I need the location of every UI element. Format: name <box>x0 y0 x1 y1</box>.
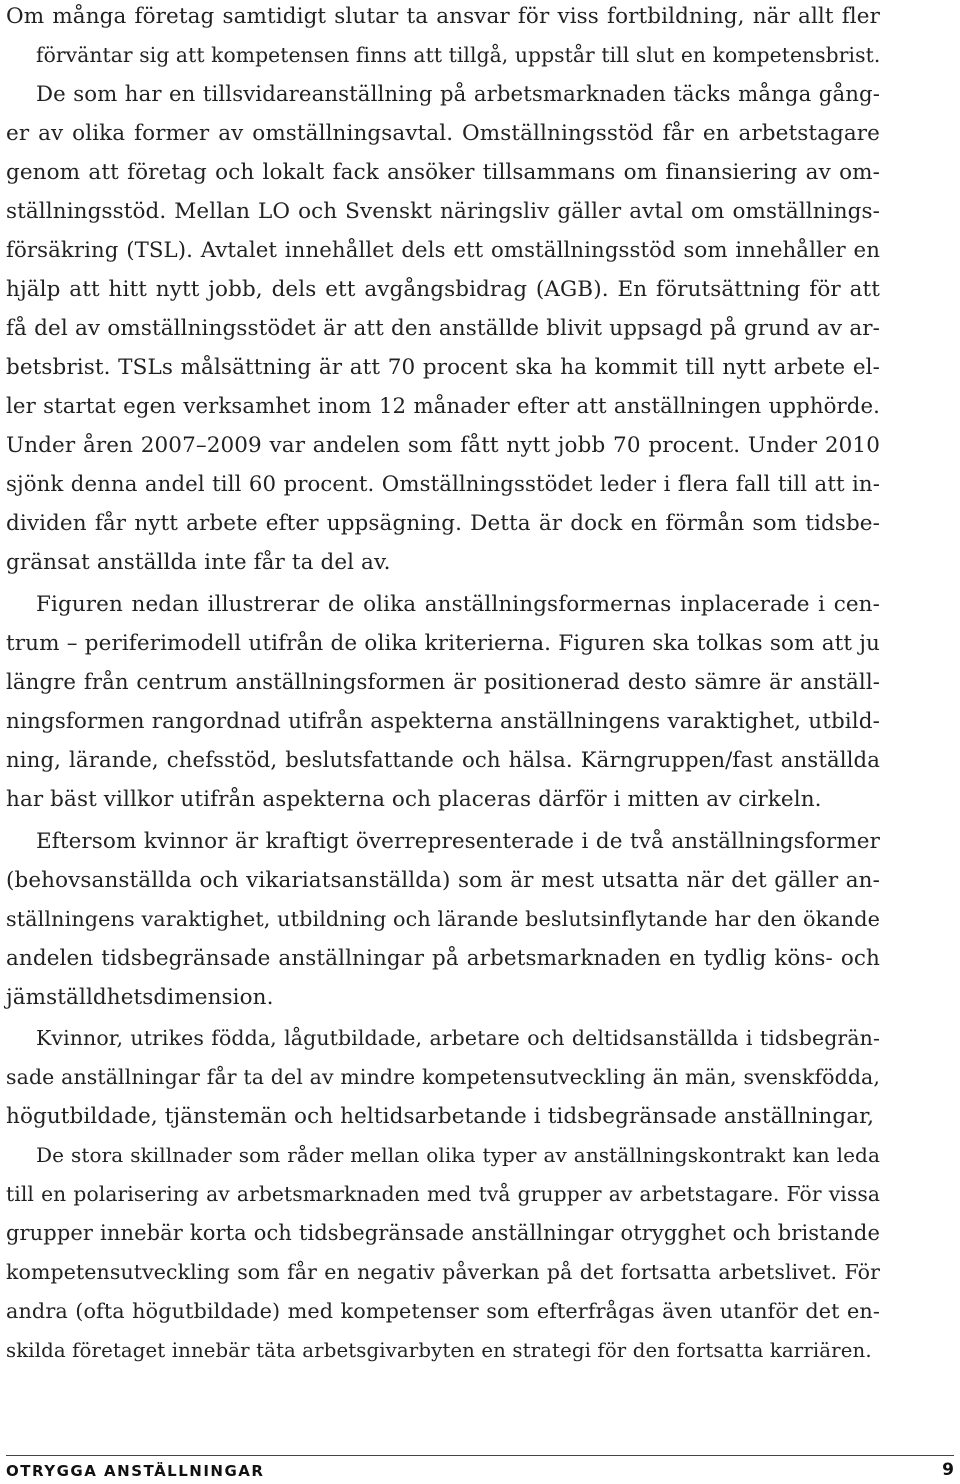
text-line: längre från centrum anställningsformen är positionerad desto sämre är anställ- <box>6 670 880 695</box>
page-number: 9 <box>942 1460 954 1480</box>
text-line: hjälp att hitt nytt jobb, dels ett avgångsbidrag (AGB). En förutsättning för att <box>6 277 880 302</box>
text-line: grupper innebär korta och tidsbegränsade anställningar otrygghet och bristande <box>6 1221 880 1245</box>
text-line: ställningsstöd. Mellan LO och Svenskt näringsliv gäller avtal om omställnings- <box>6 199 880 224</box>
text-line: andra (ofta högutbildade) med kompetenser som efterfrågas även utanför det en- <box>6 1299 880 1323</box>
text-line: genom att företag och lokalt fack ansöker tillsammans om finansiering av om- <box>6 160 880 185</box>
text-line: ning, lärande, chefsstöd, beslutsfattande och hälsa. Kärngruppen/fast anställda <box>6 748 880 773</box>
text-line: sade anställningar får ta del av mindre kompetensutveckling än män, svenskfödda, <box>6 1065 880 1089</box>
text-line: er av olika former av omställningsavtal. Omställningsstöd får en arbetstagare <box>6 121 880 146</box>
text-line: till en polarisering av arbetsmarknaden med två grupper av arbetstagare. För vissa <box>6 1182 880 1206</box>
text-line: Under åren 2007–2009 var andelen som fått nytt jobb 70 procent. Under 2010 <box>6 433 880 458</box>
text-line: Om många företag samtidigt slutar ta ansvar för viss fortbildning, när allt fler <box>6 4 880 29</box>
text-line: sjönk denna andel till 60 procent. Omställningsstödet leder i flera fall till att in- <box>6 472 880 497</box>
text-line: förväntar sig att kompetensen finns att tillgå, uppstår till slut en kompetensbrist. <box>36 43 881 67</box>
text-line: De som har en tillsvidareanställning på arbetsmarknaden täcks många gång- <box>36 82 880 107</box>
text-line: De stora skillnader som råder mellan olika typer av anställningskontrakt kan leda <box>36 1143 880 1167</box>
text-line: (behovsanställda och vikariatsanställda) som är mest utsatta när det gäller an- <box>6 868 880 893</box>
footer-divider <box>6 1455 954 1456</box>
text-line: ler startat egen verksamhet inom 12 månader efter att anställningen upphörde. <box>6 394 880 419</box>
text-line: Eftersom kvinnor är kraftigt överrepresenterade i de två anställningsformer <box>36 829 880 854</box>
text-line: gränsat anställda inte får ta del av. <box>6 550 391 575</box>
text-line: Kvinnor, utrikes födda, lågutbildade, arbetare och deltidsanställda i tidsbegrän- <box>36 1026 880 1050</box>
text-line: få del av omställningsstödet är att den anställde blivit uppsagd på grund av ar- <box>6 316 880 341</box>
text-line: försäkring (TSL). Avtalet innehållet dels ett omställningsstöd som innehåller en <box>6 238 880 263</box>
text-line: kompetensutveckling som får en negativ påverkan på det fortsatta arbetslivet. För <box>6 1260 880 1284</box>
text-line: Figuren nedan illustrerar de olika anställningsformernas inplacerade i cen- <box>36 592 880 617</box>
running-footer-title: OTRYGGA ANSTÄLLNINGAR <box>6 1462 265 1480</box>
text-line: dividen får nytt arbete efter uppsägning. Detta är dock en förmån som tidsbe- <box>6 511 880 536</box>
text-line: högutbildade, tjänstemän och heltidsarbetande i tidsbegränsade anställningar, <box>6 1104 875 1129</box>
text-line: jämställdhetsdimension. <box>6 985 274 1010</box>
text-line: ningsformen rangordnad utifrån aspekterna anställningens varaktighet, utbild- <box>6 709 880 734</box>
text-line: ställningens varaktighet, utbildning och lärande beslutsinflytande har den ökande <box>6 907 880 931</box>
text-line: betsbrist. TSLs målsättning är att 70 procent ska ha kommit till nytt arbete el- <box>6 355 880 380</box>
text-line: skilda företaget innebär täta arbetsgivarbyten en strategi för den fortsatta karriären. <box>6 1339 872 1362</box>
text-line: trum – periferimodell utifrån de olika kriterierna. Figuren ska tolkas som att ju <box>6 631 880 656</box>
text-line: andelen tidsbegränsade anställningar på arbetsmarknaden en tydlig köns- och <box>6 946 880 971</box>
text-line: har bäst villkor utifrån aspekterna och placeras därför i mitten av cirkeln. <box>6 787 822 812</box>
